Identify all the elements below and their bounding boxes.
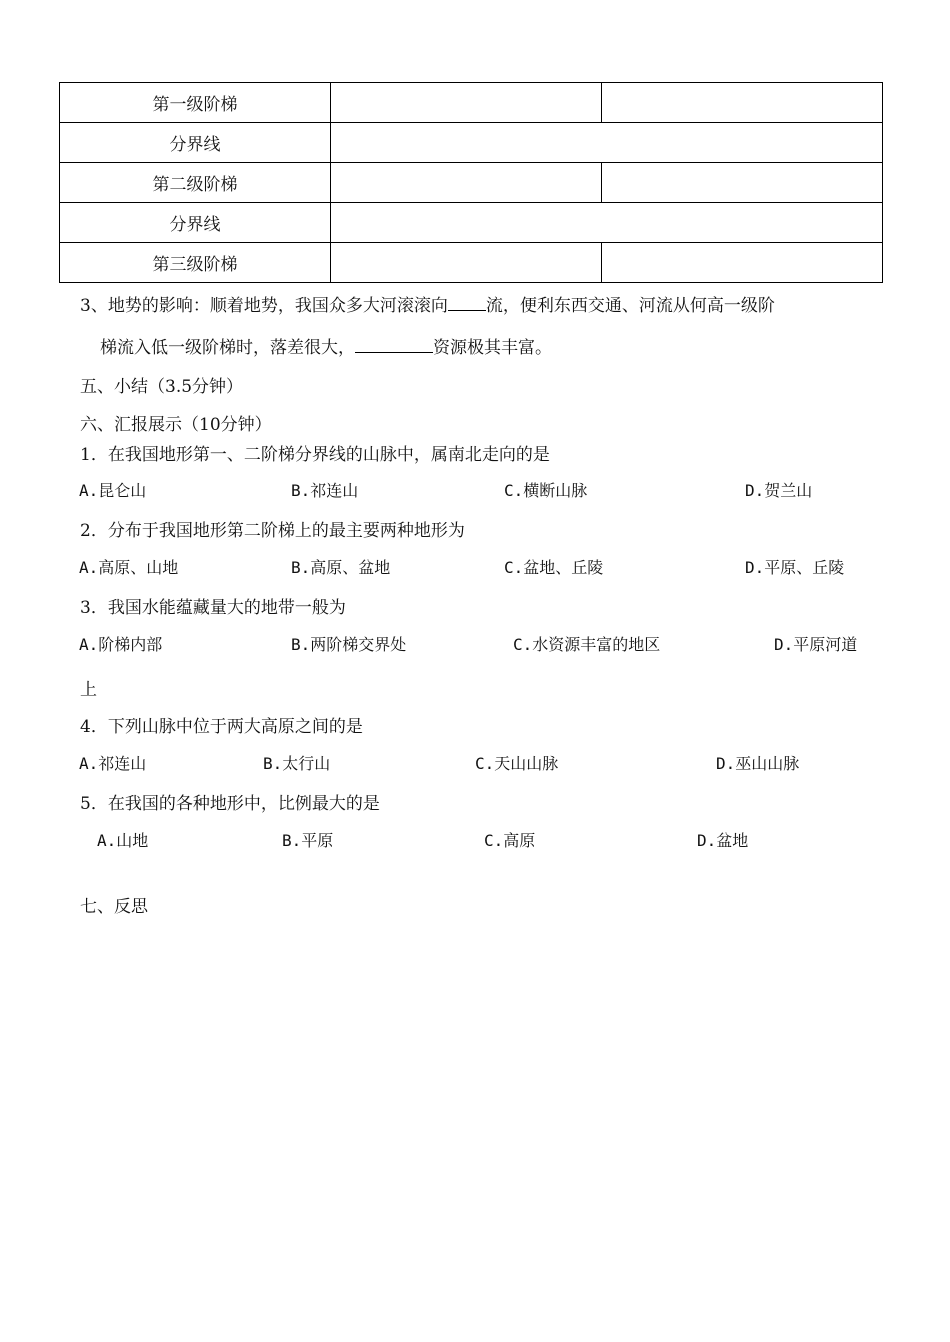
fill-blank[interactable]: [355, 336, 433, 353]
report-heading: 六、汇报展示（10分钟）: [80, 415, 272, 435]
answer-cell[interactable]: [331, 83, 602, 123]
option-c[interactable]: C.水资源丰富的地区: [513, 635, 661, 654]
section3-text: 流，便利东西交通、河流从何高一级阶: [485, 296, 775, 316]
section3-line2: [100, 333, 552, 358]
option-a[interactable]: A.昆仑山: [79, 481, 147, 500]
table-row: [60, 163, 883, 203]
option-b[interactable]: B.高原、盆地: [291, 558, 391, 577]
option-c[interactable]: C.横断山脉: [504, 481, 588, 500]
answer-cell[interactable]: [602, 243, 883, 283]
option-b[interactable]: B.祁连山: [291, 481, 359, 500]
fill-blank[interactable]: [448, 294, 486, 311]
section3-text: 梯流入低一级阶梯时，落差很大，: [100, 338, 355, 358]
table-row: [60, 123, 883, 163]
option-c[interactable]: C.天山山脉: [475, 754, 559, 773]
option-d[interactable]: D.盆地: [697, 831, 749, 850]
option-d[interactable]: D.贺兰山: [745, 481, 813, 500]
question-stem: 2．分布于我国地形第二阶梯上的最主要两种地形为: [80, 521, 465, 541]
option-b[interactable]: B.两阶梯交界处: [291, 635, 407, 654]
terrain-steps-table: [59, 82, 883, 283]
option-a[interactable]: A.山地: [97, 831, 149, 850]
question-stem: 4．下列山脉中位于两大高原之间的是: [80, 717, 363, 737]
option-d[interactable]: D.巫山山脉: [716, 754, 800, 773]
option-a[interactable]: A.祁连山: [79, 754, 147, 773]
table-row: [60, 83, 883, 123]
option-d[interactable]: D.平原、丘陵: [745, 558, 845, 577]
option-d[interactable]: D.平原河道: [774, 635, 858, 654]
table-row: [60, 243, 883, 283]
section3-text: 3、地势的影响：顺着地势，我国众多大河滚滚向: [80, 296, 448, 316]
row-label: 第三级阶梯: [60, 243, 331, 283]
answer-cell[interactable]: [331, 123, 883, 163]
option-wrap: 上: [80, 680, 97, 700]
option-b[interactable]: B.太行山: [263, 754, 331, 773]
table-row: [60, 203, 883, 243]
option-a[interactable]: A.阶梯内部: [79, 635, 163, 654]
option-b[interactable]: B.平原: [282, 831, 334, 850]
question-stem: 1．在我国地形第一、二阶梯分界线的山脉中，属南北走向的是: [80, 445, 550, 465]
answer-cell[interactable]: [331, 163, 602, 203]
row-label: 第二级阶梯: [60, 163, 331, 203]
question-stem: 3．我国水能蕴藏量大的地带一般为: [80, 598, 346, 618]
answer-cell[interactable]: [331, 203, 883, 243]
section3-text: 资源极其丰富。: [433, 338, 552, 358]
row-label: 分界线: [60, 203, 331, 243]
option-c[interactable]: C.盆地、丘陵: [504, 558, 604, 577]
option-c[interactable]: C.高原: [484, 831, 536, 850]
row-label: 第一级阶梯: [60, 83, 331, 123]
answer-cell[interactable]: [331, 243, 602, 283]
answer-cell[interactable]: [602, 163, 883, 203]
reflection-heading: 七、反思: [80, 897, 148, 917]
question-stem: 5．在我国的各种地形中，比例最大的是: [80, 794, 380, 814]
summary-heading: 五、小结（3.5分钟）: [80, 377, 244, 397]
row-label: 分界线: [60, 123, 331, 163]
option-a[interactable]: A.高原、山地: [79, 558, 179, 577]
section3-line1: [80, 291, 775, 316]
answer-cell[interactable]: [602, 83, 883, 123]
